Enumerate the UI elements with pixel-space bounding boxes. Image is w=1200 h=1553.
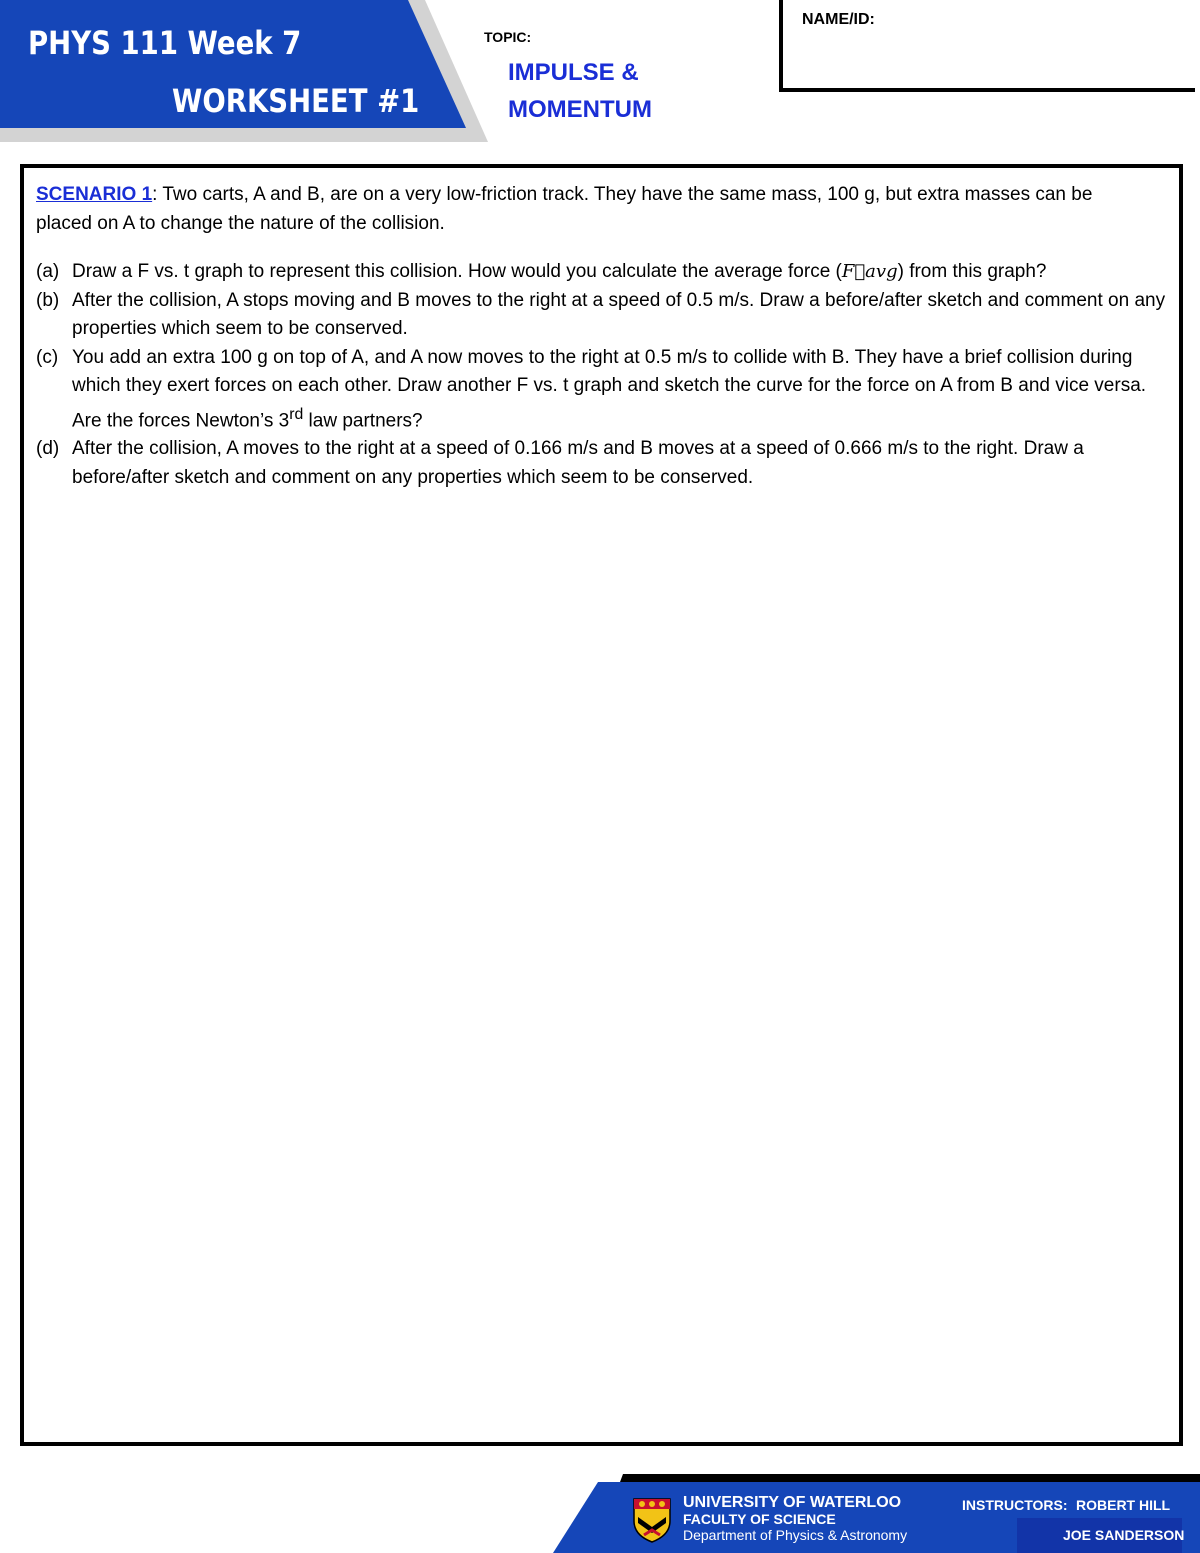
question-text: After the collision, A stops moving and B moves to the right at a speed of 0.5 m/s. Draw a before/after sketch and comment on any properties which seem to be conserved.: [72, 289, 1166, 339]
worksheet-title: WORKSHEET #1: [172, 82, 420, 120]
department-name: Department of Physics & Astronomy: [683, 1527, 908, 1543]
question-letter: (c): [36, 346, 59, 368]
ordinal-superscript: rd: [289, 405, 304, 423]
question-list: [36, 258, 1171, 492]
scenario-text: : Two carts, A and B, are on a very low-friction track. They have the same mass, 100 g, but extra masses can be placed on A to change the nature of the collision.: [36, 184, 1093, 234]
uw-crest-icon: [632, 1497, 672, 1543]
question-c: [36, 344, 1171, 436]
question-b: [36, 287, 1171, 344]
topic-line-1: IMPULSE &: [508, 59, 639, 86]
question-text-end: ) from this graph?: [897, 261, 1047, 282]
question-text-end: law partners?: [303, 409, 423, 431]
topic-value: [508, 54, 708, 128]
force-avg-symbol: F⃗avg: [841, 261, 898, 282]
instructor-name: JOE SANDERSON: [1063, 1527, 1185, 1543]
question-letter: (a): [36, 261, 60, 282]
question-letter: (d): [36, 438, 60, 460]
name-id-label: NAME/ID:: [802, 11, 875, 28]
topic-line-2: MOMENTUM: [508, 96, 652, 123]
faculty-name: FACULTY OF SCIENCE: [683, 1511, 836, 1527]
scenario-label: SCENARIO 1: [36, 184, 153, 205]
scenario-paragraph: [36, 180, 1146, 238]
instructor-name: ROBERT HILL: [1076, 1497, 1171, 1513]
footer-black-stripe: [620, 1474, 1200, 1482]
instructors-label: INSTRUCTORS:: [962, 1497, 1068, 1513]
topic-label: TOPIC:: [484, 29, 532, 45]
header-banner: [0, 0, 500, 150]
question-text: You add an extra 100 g on top of A, and A now moves to the right at 0.5 m/s to collide with B. They have a brief collision during which they exert forces on each other. Draw another F vs. t graph and sketch the curve for the force on A from B and vice versa. Are the forces Newton’s 3: [72, 346, 1147, 431]
question-d: [36, 435, 1171, 492]
question-a: [36, 258, 1171, 287]
question-text: Draw a F vs. t graph to represent this collision. How would you calculate the average force (: [72, 261, 842, 282]
question-letter: (b): [36, 289, 60, 311]
university-name: UNIVERSITY OF WATERLOO: [683, 1494, 902, 1511]
question-text: After the collision, A moves to the right at a speed of 0.166 m/s and B moves at a speed of 0.666 m/s to the right. Draw a before/after sketch and comment on any properties which seem to be conserved.: [72, 438, 1084, 488]
course-title: PHYS 111 Week 7: [28, 24, 302, 62]
